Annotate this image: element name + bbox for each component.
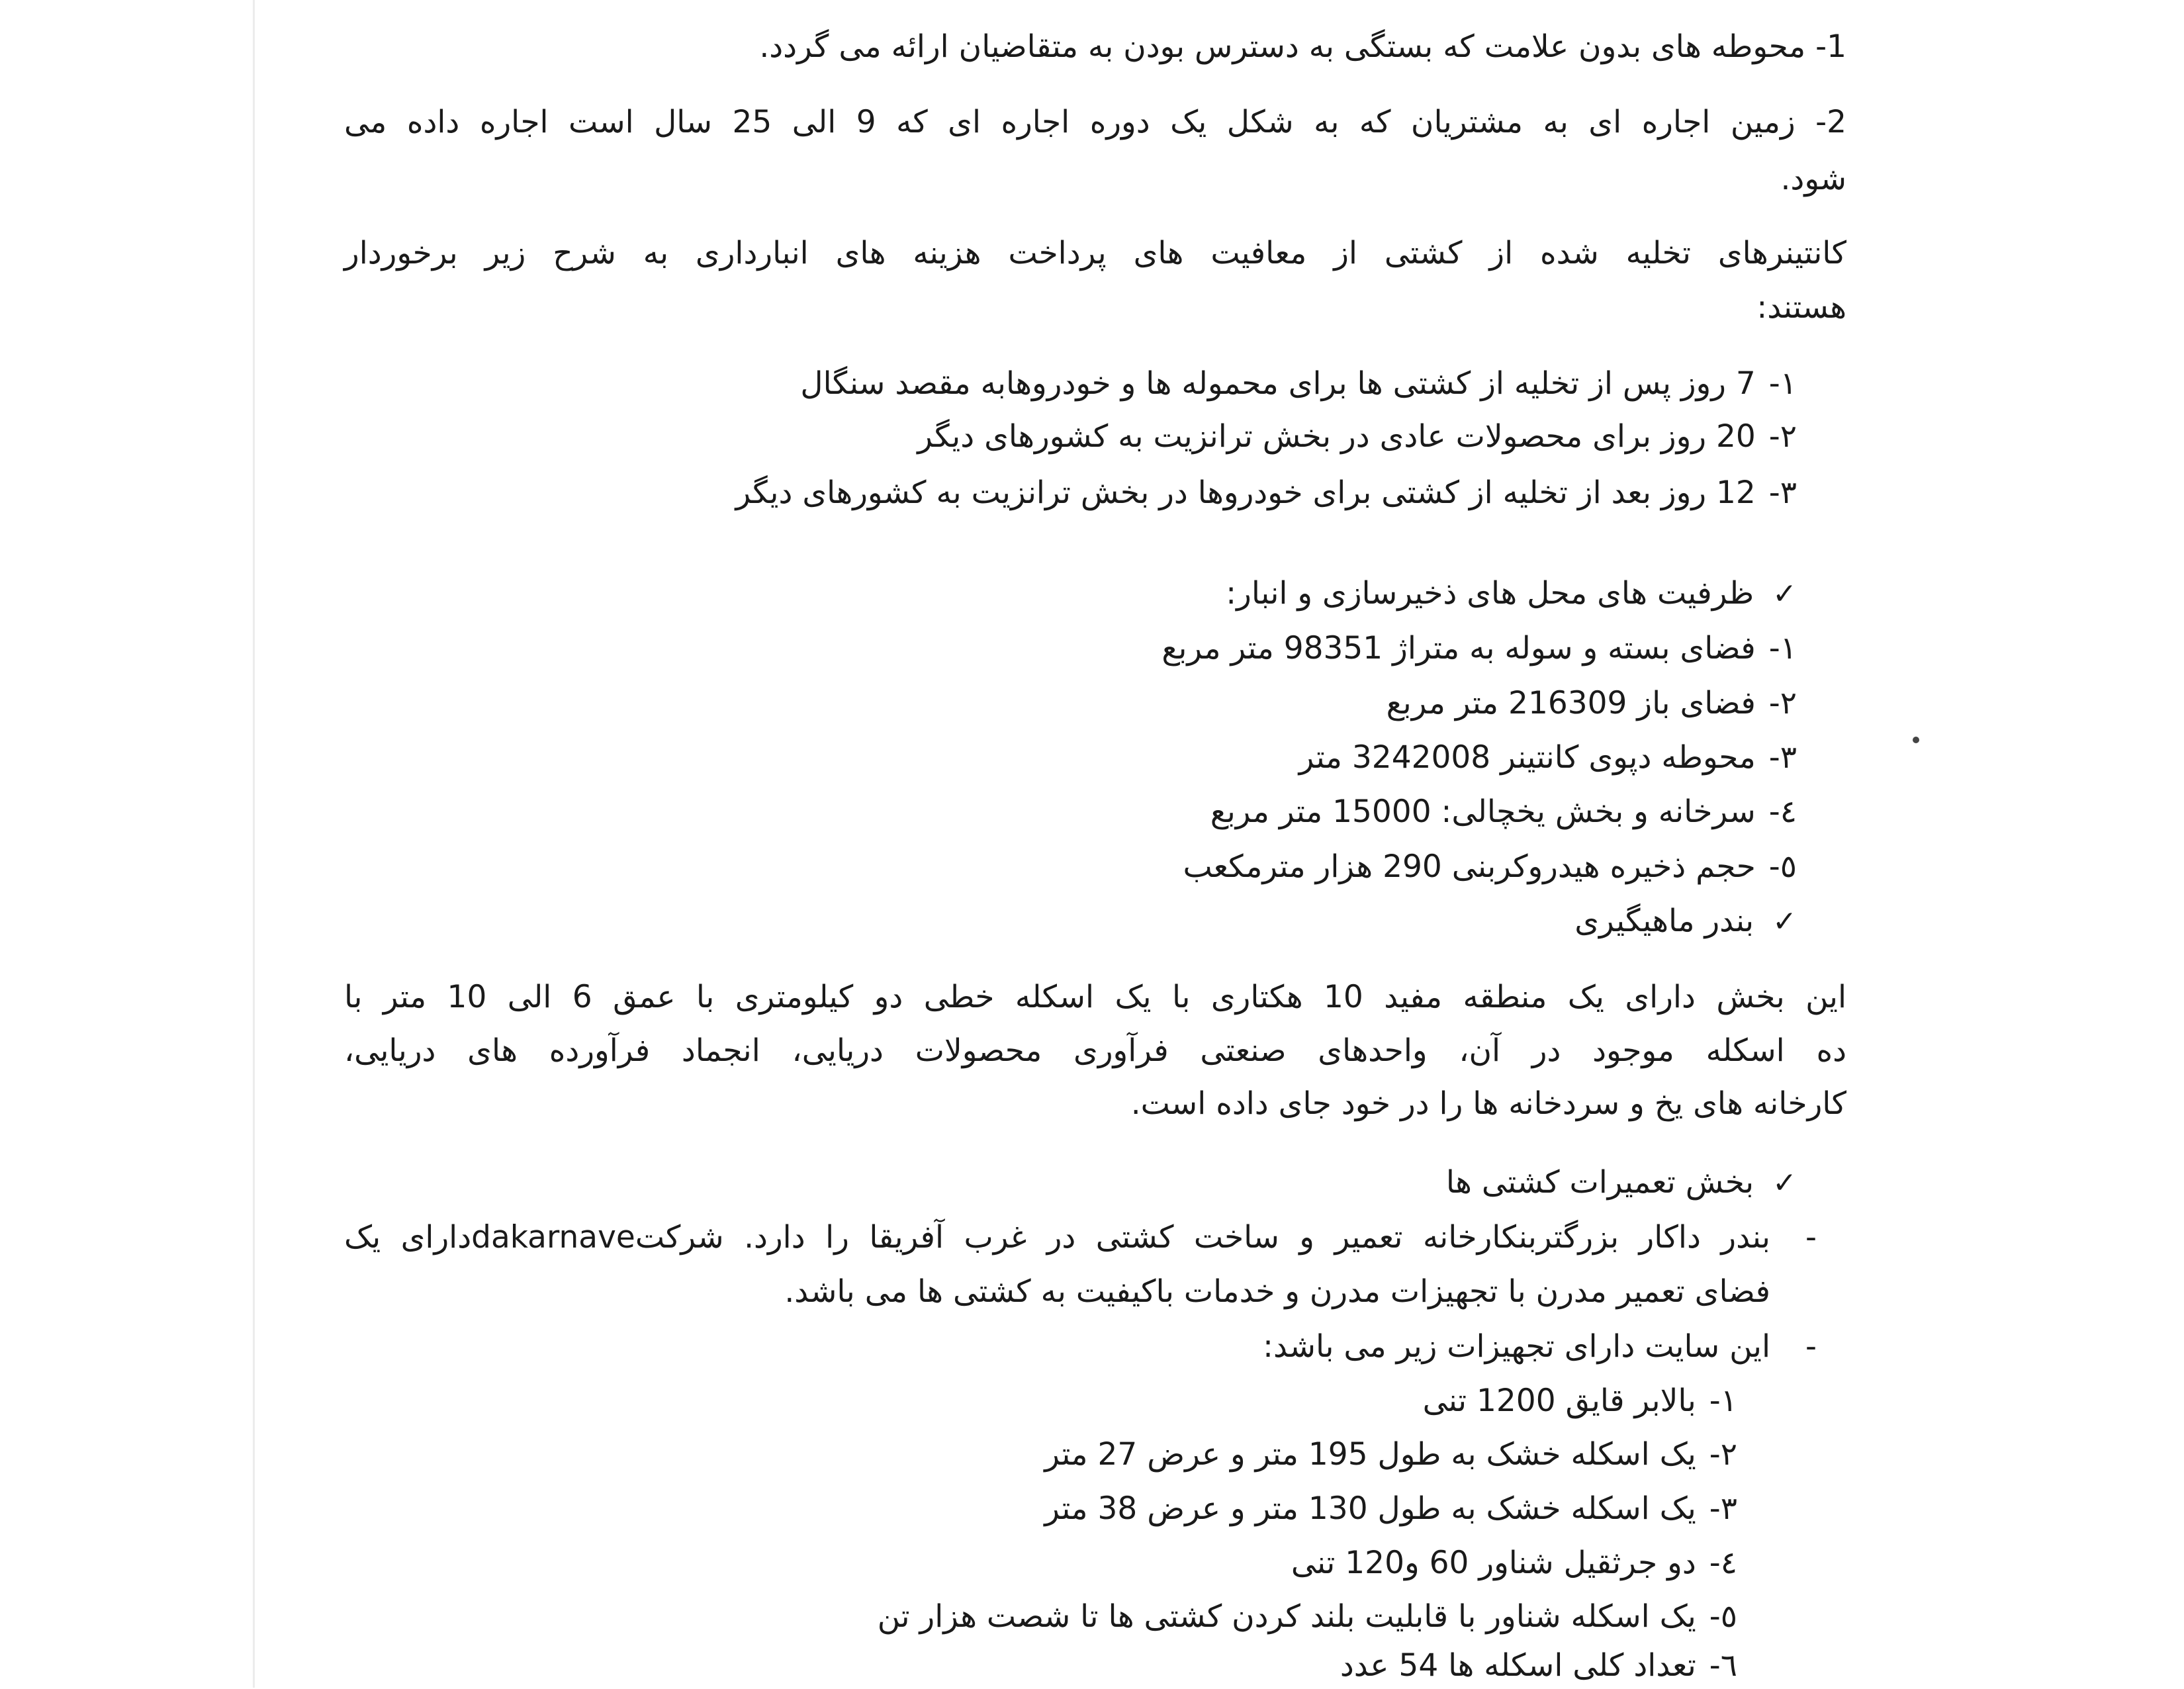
intro-paragraph-2-line-1: 2- زمین اجاره ای به مشتریان که به شکل یک دوره اجاره ای که 9 الی 25 سال است اجاره داده می	[344, 104, 1846, 140]
list-marker: ۲-	[1768, 685, 1797, 721]
list-marker: ٤-	[1768, 794, 1797, 830]
repair-bullet-1-line-1: بندر داکار بزرگتربنکارخانه تعمیر و ساخت کشتی در غرب آفریقا را دارد. شرکتdakarnaveدارای یک	[344, 1219, 1770, 1255]
checkmark-icon: ✓	[1772, 577, 1797, 611]
list-marker: ٥-	[1768, 848, 1797, 885]
list-item-text: بالابر قایق 1200 تنی	[1422, 1383, 1696, 1419]
list-marker: ۱-	[1709, 1383, 1737, 1419]
equipment-item	[878, 1594, 1737, 1640]
list-marker: ٥-	[1709, 1598, 1737, 1635]
repair-bullet-2: این سایت دارای تجهیزات زیر می باشد:	[1263, 1328, 1770, 1365]
scan-margin-line	[253, 0, 255, 1688]
repair-heading-text: بخش تعمیرات کشتی ها	[1445, 1164, 1754, 1201]
list-item-text: 7 روز پس از تخلیه از کشتی ها برای محموله ها و خودروهابه مقصد سنگال	[800, 365, 1756, 402]
list-marker: ۳-	[1768, 475, 1797, 511]
storage-item	[1299, 735, 1797, 781]
equipment-item	[1044, 1432, 1737, 1478]
storage-heading	[1226, 571, 1797, 617]
fishing-paragraph-line-1: این بخش دارای یک منطقه مفید 10 هکتاری با یک اسکله خطی دو کیلومتری با عمق 6 الی 10 متر با	[344, 979, 1847, 1015]
exemption-item	[736, 470, 1797, 516]
storage-heading-text: ظرفیت های محل های ذخیرسازی و انبار:	[1226, 575, 1754, 612]
exemption-item	[917, 414, 1797, 460]
list-marker: ۱-	[1768, 365, 1797, 402]
storage-item	[1210, 789, 1797, 835]
list-marker: ۳-	[1709, 1490, 1737, 1527]
list-item-text: حجم ذخیره هیدروکربنی 290 هزار مترمکعب	[1183, 848, 1756, 885]
list-marker: ٤-	[1709, 1545, 1737, 1581]
list-item-text: محوطه دپوی کانتینر 3242008 متر	[1298, 739, 1756, 776]
list-item-text: 12 روز بعد از تخلیه از کشتی برای خودروها در بخش ترانزیت به کشورهای دیگر	[735, 475, 1756, 511]
fishing-heading-text: بندر ماهیگیری	[1574, 903, 1754, 939]
list-marker: ٦-	[1709, 1647, 1737, 1684]
list-marker: ۲-	[1709, 1436, 1737, 1473]
equipment-item	[1291, 1540, 1737, 1586]
storage-item	[1183, 844, 1797, 890]
dash-bullet: -	[1805, 1328, 1817, 1365]
exemption-item	[800, 361, 1797, 407]
equipment-item	[1340, 1643, 1737, 1689]
intro-paragraph-1: 1- محوطه های بدون علامت که بستگی به دسترس بودن به متقاضیان ارائه می گردد.	[759, 28, 1846, 65]
dash-bullet: -	[1805, 1219, 1817, 1255]
fishing-paragraph-line-2: ده اسکله موجود در آن، واحدهای صنعتی فرآوری محصولات دریایی، انجماد فرآورده های دریایی،	[344, 1032, 1846, 1069]
scan-speck	[1913, 737, 1919, 743]
list-marker: ۳-	[1768, 739, 1797, 776]
list-marker: ۱-	[1768, 630, 1797, 666]
checkmark-icon: ✓	[1772, 905, 1797, 938]
intro-paragraph-2-line-2: شود.	[1780, 161, 1846, 197]
list-item-text: تعداد کلی اسکله ها 54 عدد	[1340, 1647, 1696, 1684]
list-item-text: یک اسکله شناور با قابلیت بلند کردن کشتی ها تا شصت هزار تن	[877, 1598, 1696, 1635]
intro-paragraph-3-line-2: هستند:	[1756, 289, 1846, 326]
intro-paragraph-3-line-1: کانتینرهای تخلیه شده از کشتی از معافیت های پرداخت هزینه های انبارداری به شرح زیر برخوردار	[344, 235, 1846, 271]
repair-heading	[1446, 1160, 1797, 1207]
list-item-text: یک اسکله خشک به طول 195 متر و عرض 27 متر	[1044, 1436, 1696, 1473]
checkmark-icon: ✓	[1772, 1166, 1797, 1200]
list-item-text: دو جرثقیل شناور 60 و120 تنی	[1291, 1545, 1696, 1581]
list-item-text: یک اسکله خشک به طول 130 متر و عرض 38 متر	[1044, 1490, 1696, 1527]
list-item-text: فضای باز 216309 متر مربع	[1386, 685, 1756, 721]
list-item-text: 20 روز برای محصولات عادی در بخش ترانزیت به کشورهای دیگر	[917, 418, 1756, 455]
fishing-heading	[1574, 898, 1797, 945]
equipment-item	[1044, 1486, 1737, 1532]
list-item-text: فضای بسته و سوله به متراژ 98351 متر مربع	[1161, 630, 1756, 666]
list-item-text: سرخانه و بخش یخچالی: 15000 متر مربع	[1210, 794, 1756, 830]
list-marker: ۲-	[1768, 418, 1797, 455]
repair-bullet-1-line-2: فضای تعمیر مدرن با تجهیزات مدرن و خدمات باکیفیت به کشتی ها می باشد.	[784, 1273, 1770, 1310]
storage-item	[1161, 625, 1797, 672]
storage-item	[1387, 680, 1797, 727]
equipment-item	[1423, 1378, 1737, 1424]
fishing-paragraph-line-3: کارخانه های یخ و سردخانه ها را در خود جای داده است.	[1130, 1085, 1846, 1122]
